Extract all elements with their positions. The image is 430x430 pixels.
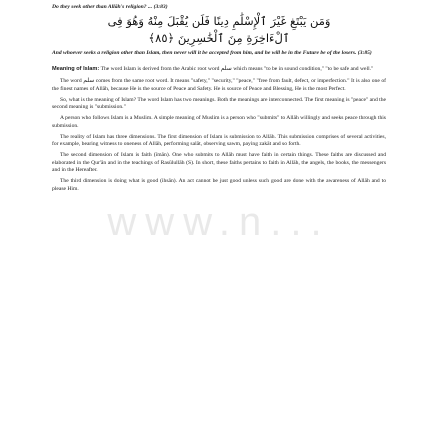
paragraph-muslim: A person who follows Islam is a Muslim. A simple meaning of Muslim is a person who "submits" to Allāh willingly and seeks peace through this submission.	[52, 115, 386, 129]
paragraph-text: The word	[60, 78, 84, 85]
paragraph-ihsan: The third dimension is doing what is good (ihsān). An act cannot be just good unless such good are done with the awareness of Allāh and to please Him.	[52, 178, 386, 192]
arabic-word: سلم	[83, 77, 95, 85]
section-term: Meaning of Islam:	[52, 66, 100, 73]
verse-arabic-line-1: وَمَن يَبْتَغِ غَيْرَ ٱلْإِسْلَٰمِ دِينًا فَلَن يُقْبَلَ مِنْهُ وَهُوَ فِى	[107, 13, 331, 28]
paragraph-text: The word Islam is derived from the Arabic root word	[100, 66, 221, 73]
quote-intro: Do they seek other than Allāh's religion? ... (3:83)	[52, 4, 168, 10]
paragraph-text: which means "to be in sound condition," "to be safe and well."	[233, 66, 374, 73]
paragraph-iman: The second dimension of Islam is faith (īmān). One who submits to Allāh must have faith in certain things. These faiths are discussed and elaborated in the Qur'ān and in the teachings of Rasūlullāh (S). In short, these faiths pertains to faith in Allāh, the angels, the books, the messengers and in the Hereafter.	[52, 152, 386, 174]
paragraph-meaning-of-islam	[52, 65, 386, 73]
paragraph-two-meanings: So, what is the meaning of Islam? The word Islam has two meanings. Both the meanings are interconnected. The first meaning is "peace" and the second meaning is "submission."	[52, 96, 386, 111]
watermark: www.n...	[107, 200, 331, 244]
paragraph-salam	[52, 77, 386, 93]
paragraph-text: comes from the same root word. It means "safety," "security," "peace," "free from fault, defect, or imperfection." It is also one of the finest names of Allāh, because He is the source of Peace and Safety. He is source of Peace and Blessing, He is the most Perfect.	[52, 78, 386, 92]
verse-arabic-line-2: ٱلْءَاخِرَةِ مِنَ ٱلْخَٰسِرِينَ ﴿٨٥﴾	[148, 30, 290, 45]
verse-translation: And whoever seeks a religion other than Islam, then never will it be accepted from him, and he will be in the Future be of the losers. (3:85)	[52, 50, 372, 57]
paragraph-three-dimensions: The reality of Islam has three dimensions. The first dimension of Islam is submission to Allāh. This submission comprises of several activities, for example, bearing witness to oneness of Allāh, performing salāt, observing sawm, paying zakāt and so forth.	[52, 133, 386, 148]
arabic-root-word: سلم	[220, 65, 232, 73]
